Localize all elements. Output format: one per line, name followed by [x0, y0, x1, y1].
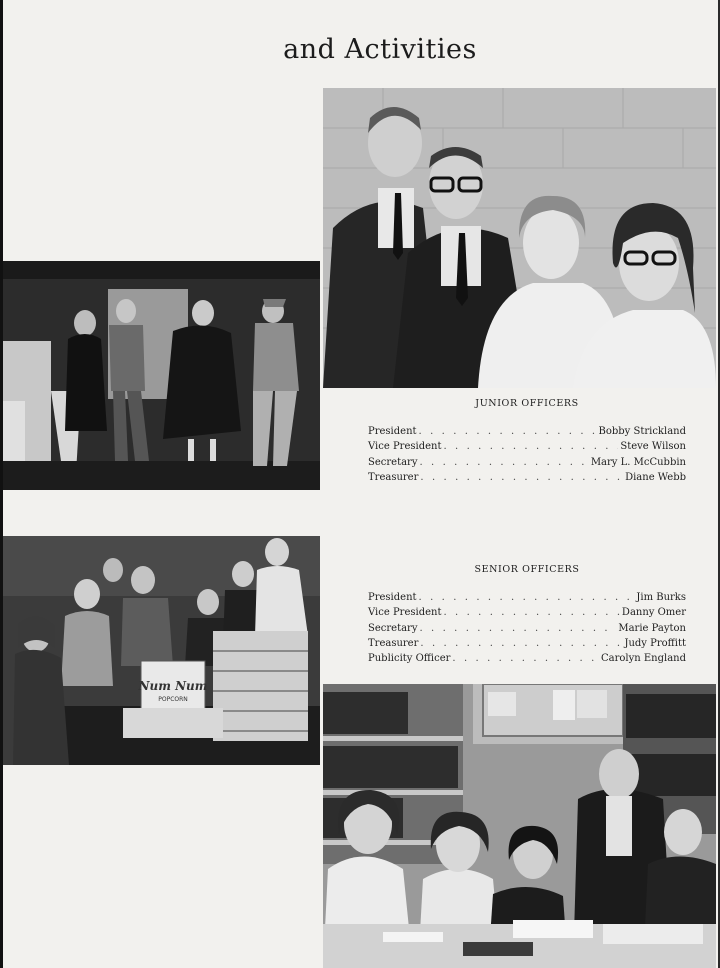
officer-name: Jim Burks [636, 592, 686, 603]
officer-row [368, 441, 686, 456]
officer-row [368, 623, 686, 638]
officer-role: Secretary [368, 456, 418, 468]
officer-role: Vice President [368, 607, 442, 619]
officer-name: Danny Omer [621, 607, 686, 619]
officer-row [368, 472, 686, 487]
leader-dots [443, 607, 619, 618]
officer-name: Carolyn England [600, 653, 686, 665]
junior-officers-title: JUNIOR OFFICERS [475, 398, 579, 409]
officer-name: Judy Proffitt [624, 637, 686, 649]
popcorn-label-text: POPCORN [158, 696, 188, 703]
officer-role: Treasurer [368, 637, 419, 649]
officer-row [368, 426, 686, 441]
officer-row [368, 457, 686, 472]
leader-dots [420, 472, 623, 483]
popcorn-sale-photo [3, 536, 320, 765]
leader-dots [419, 592, 635, 603]
leader-dots [419, 457, 588, 468]
officer-name: Steve Wilson [620, 441, 686, 453]
party-photo [3, 261, 320, 490]
officer-row [368, 592, 686, 607]
senior-officers-title: SENIOR OFFICERS [474, 564, 580, 575]
officer-name: Mary L. McCubbin [590, 456, 686, 468]
leader-dots [443, 441, 618, 452]
leader-dots [419, 623, 616, 634]
officer-role: Vice President [368, 441, 442, 453]
officer-role: Publicity Officer [368, 653, 451, 665]
officer-role: President [368, 426, 417, 437]
library-study-photo [323, 684, 716, 968]
senior-officers-roster [368, 564, 686, 668]
officer-role: Secretary [368, 622, 418, 634]
leader-dots [419, 426, 597, 437]
officer-role: President [368, 592, 417, 603]
officer-row [368, 607, 686, 622]
officer-name: Bobby Strickland [598, 426, 686, 437]
officer-row [368, 653, 686, 668]
officer-name: Diane Webb [625, 471, 686, 483]
officer-role: Treasurer [368, 471, 419, 483]
officer-name: Marie Payton [618, 622, 686, 634]
popcorn-brand-text: Num Num [138, 679, 208, 693]
officer-row [368, 638, 686, 653]
junior-officers-photo [323, 88, 716, 388]
leader-dots [452, 653, 599, 664]
page-heading: and Activities [283, 34, 477, 65]
leader-dots [420, 638, 622, 649]
junior-officers-roster [368, 398, 686, 487]
